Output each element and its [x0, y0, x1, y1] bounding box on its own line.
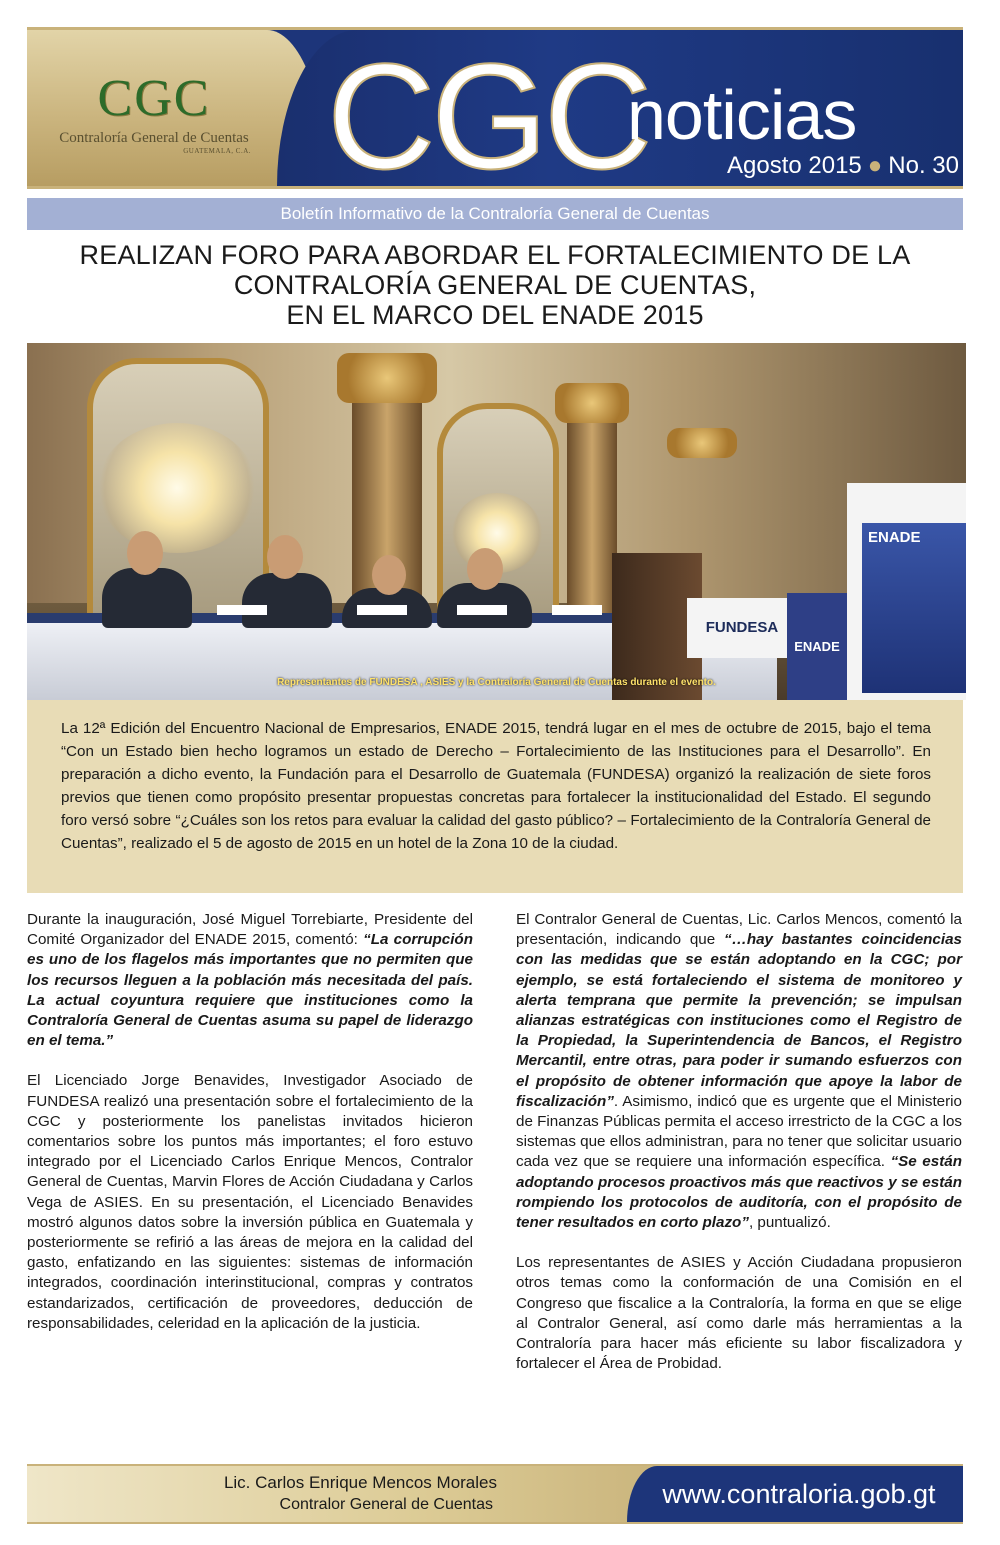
photo-screen-content: ENADE — [862, 523, 966, 693]
photo-podium-sign: FUNDESA — [687, 598, 797, 658]
photo-panelist-2 — [242, 573, 332, 628]
photo-panelist-1 — [102, 568, 192, 628]
right-p1-text-c: , puntualizó. — [748, 1214, 831, 1232]
photo-nameplate-2 — [357, 605, 407, 615]
photo-nameplate-4 — [552, 605, 602, 615]
headline-line-3: EN EL MARCO DEL ENADE 2015 — [286, 300, 704, 330]
right-paragraph-2: Los representantes de ASIES y Acción Ciudadana propusieron otros temas como la conformación de una Comisión en el Congreso que fiscalice a la Contraloría, la forma en que se elige al Contralor General, así como darle más herramientas a la Contraloría para hacer más eficiente su labor fiscalizadora y fortalecer el Área de Probidad. — [516, 1254, 962, 1373]
photo-capital-far — [667, 428, 737, 458]
issue-info — [727, 152, 959, 180]
left-p1-quote: “La corrupción es uno de los flagelos más importantes que no permiten que los recursos lleguen a la población más necesitada del país. La actual coyuntura requiere que instituciones como la Contraloría General de Cuentas asuma su papel de liderazgo en el tema.” — [27, 931, 473, 1050]
headline-line-1: REALIZAN FORO PARA ABORDAR EL FORTALECIMIENTO DE LA — [79, 240, 911, 270]
photo-chandelier-left — [97, 423, 257, 553]
headline-line-2: CONTRALORÍA GENERAL DE CUENTAS, — [233, 270, 757, 300]
footer-signatory-role: Contralor General de Cuentas — [279, 1496, 493, 1513]
right-p1-quote-2: “Se están adoptando procesos proactivos más que reactivos y se están rompiendo los protocolos de auditoría, con el propósito de tener resultados en corto plazo” — [516, 1153, 962, 1232]
photo-panelist-1-head — [127, 531, 163, 575]
photo-panelist-4-head — [467, 548, 503, 590]
footer — [27, 1464, 963, 1524]
issue-number: No. 30 — [888, 152, 959, 179]
photo-nameplate-3 — [457, 605, 507, 615]
bullet-dot-icon: ● — [867, 152, 883, 179]
right-p1-quote-1: “…hay bastantes coincidencias con las medidas que se están adoptando en la CGC; por ejemplo, se está fortaleciendo el sistema de monitoreo y alerta temprana que permite la prevención; se impulsan alianzas estratégicas con instituciones como el Registro de la Propiedad, la Superintendencia de Bancos, el Registro Mercantil, entre otras, para poder ir sumando esfuerzos con el propósito de obtener información que apoye la labor de fiscalización” — [516, 931, 962, 1110]
right-p1-text-b: . Asimismo, indicó que es urgente que el Ministerio de Finanzas Públicas permita el acceso irrestricto de la CGC a los sistemas que ellos administran, para no tener que solicitar usuario cada vez que se requiere una información específica. — [516, 1092, 962, 1171]
logo-name: Contraloría General de Cuentas — [59, 130, 249, 146]
brand-noticias: noticias — [627, 76, 857, 154]
photo-panelist-2-head — [267, 535, 303, 579]
masthead — [27, 27, 963, 189]
photo-banner: ENADE — [787, 593, 847, 700]
logo-country: GUATEMALA, C.A. — [183, 147, 251, 155]
photo-capital-left — [337, 353, 437, 403]
right-paragraph-1 — [516, 910, 962, 1233]
left-paragraph-2: El Licenciado Jorge Benavides, Investigador Asociado de FUNDESA realizó una presentación sobre el fortalecimiento de la CGC y posteriormente los panelistas invitados hicieron comentarios sobre los puntos más importantes; el foro estuvo integrado por el Licenciado Carlos Enrique Mencos, Contralor General de Cuentas, Marvin Flores de Acción Ciudadana y Carlos Vega de ASIES. En su presentación, el Licenciado Benavides mostró algunos datos sobre la inversión pública en Guatemala y posteriormente se refirió a las áreas de mejora en la calidad del gasto, enfatizando en las siguientes: sistemas de información integrados, coordinación interinstitucional, compras y contratos estandarizados, certificación de proveedores, deducción de responsabilidades, celeridad en la aplicación de la justicia. — [27, 1072, 473, 1332]
article-headline — [27, 240, 963, 330]
brand-cgc: CGC — [327, 32, 649, 189]
cgc-logo — [39, 70, 269, 155]
logo-mark: CGC — [97, 70, 211, 127]
footer-website-link[interactable]: www.contraloria.gob.gt — [662, 1479, 936, 1509]
photo-panelist-3-head — [372, 555, 406, 595]
photo-nameplate-1 — [217, 605, 267, 615]
left-paragraph-1 — [27, 910, 473, 1051]
issue-date: Agosto 2015 — [727, 152, 862, 179]
footer-signatory-name: Lic. Carlos Enrique Mencos Morales — [223, 1473, 497, 1492]
photo-caption: Representantes de FUNDESA , ASIES y la Contraloría General de Cuentas durante el evento. — [277, 677, 716, 688]
right-column — [516, 910, 962, 1394]
event-photo — [27, 343, 966, 700]
intro-box: La 12ª Edición del Encuentro Nacional de Empresarios, ENADE 2015, tendrá lugar en el mes de octubre de 2015, bajo el tema “Con un Estado bien hecho logramos un estado de Derecho – Fortalecimiento de las Instituciones para el Desarrollo”. En preparación a dicho evento, la Fundación para el Desarrollo de Guatemala (FUNDESA) organizó la realización de siete foros previos que tienen como propósito presentar propuestas concretas para fortalecer la institucionalidad del Estado. El segundo foro versó sobre “¿Cuáles son los retos para evaluar la calidad del gasto público? – Fortalecimiento de la Contraloría General de Cuentas”, realizado el 5 de agosto de 2015 en un hotel de la Zona 10 de la ciudad. — [27, 700, 963, 893]
left-column — [27, 910, 473, 1354]
left-p1-text: Durante la inauguración, José Miguel Torrebiarte, Presidente del Comité Organizador del ENADE 2015, comentó: — [27, 911, 473, 949]
photo-capital-right — [555, 383, 629, 423]
right-p1-text-a: El Contralor General de Cuentas, Lic. Carlos Mencos, comentó la presentación, indicando que — [516, 911, 962, 949]
bulletin-subtitle: Boletín Informativo de la Contraloría General de Cuentas — [27, 198, 963, 230]
photo-column-right — [567, 403, 617, 613]
